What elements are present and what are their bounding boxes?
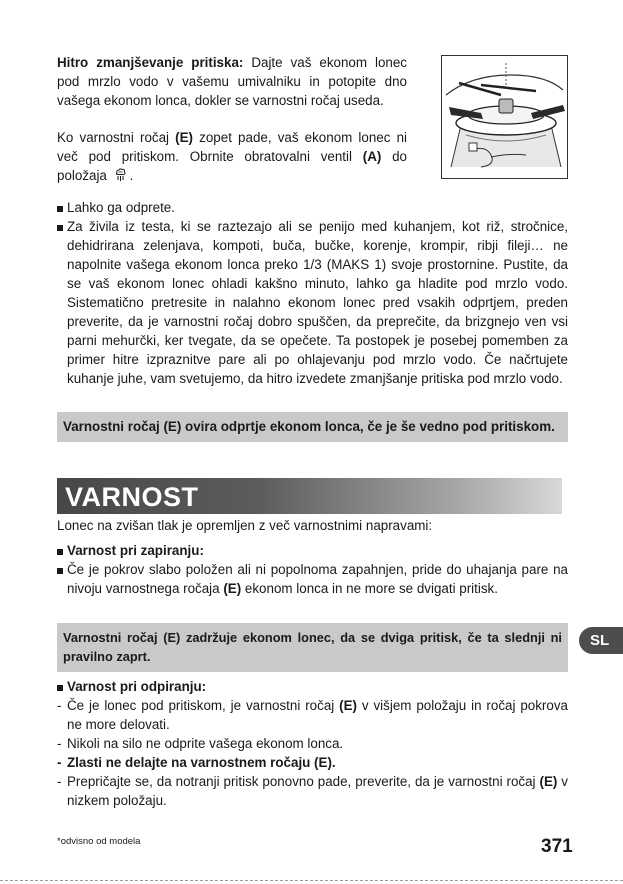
pressure-cooker-under-tap-illustration (441, 55, 568, 179)
closing-safety-title: Varnost pri zapiranju: (67, 543, 204, 558)
list-item (57, 541, 568, 560)
quick-release-title: Hitro zmanjševanje pritiska: (57, 55, 244, 70)
closing-text-a: Če je pokrov slabo položen ali ni popolnoma zapahnjen, pride do uhajanja pare na nivoju varnostnega ročaja (67, 562, 568, 596)
list-item (57, 560, 568, 598)
list-item (57, 772, 568, 810)
list-item: Lahko ga odprete. (57, 198, 568, 217)
list-item: - Nikoli na silo ne odprite vašega ekonom lonca. (57, 734, 568, 753)
language-tab-label: SL (590, 632, 610, 649)
page-number: 371 (541, 836, 573, 857)
closing-safety-list (57, 541, 568, 598)
closing-warning-box: Varnostni ročaj (E) zadržuje ekonom lonec, da se dviga pritisk, če ta slednji ni pravilno zaprt. (57, 623, 568, 672)
valve-text-e: do položaja (57, 149, 407, 183)
opening-safety-title: Varnost pri odpiranju: (67, 679, 207, 694)
quick-release-paragraph (57, 53, 407, 110)
closing-text-c: ekonom lonca in ne more se dvigati pritisk. (241, 581, 498, 596)
valve-text-a: Ko varnostni ročaj (57, 130, 176, 145)
section-heading: VARNOST (65, 482, 199, 512)
intro-section (57, 53, 407, 185)
valve-ref-a: (A) (362, 149, 382, 164)
list-item (57, 696, 568, 734)
valve-paragraph (57, 128, 407, 185)
list-item (57, 677, 568, 696)
safety-lead-text: Lonec na zvišan tlak je opremljen z več varnostnimi napravami: (57, 518, 433, 533)
opening-d4-c: v nizkem položaju. (67, 774, 568, 808)
list-item: - Zlasti ne delajte na varnostnem ročaju (E). (57, 753, 568, 772)
valve-text-f: . (129, 168, 134, 183)
valve-ref-e: (E) (175, 130, 194, 145)
quick-release-text: Dajte vaš ekonom lonec pod mrzlo vodo v vašemu umivalniku in potopite dno vašega ekonom lonca, dokler se varnostni ročaj useda. (57, 55, 407, 108)
opening-d4-ref-e: (E) (539, 774, 558, 789)
opening-d1-ref-e: (E) (339, 698, 357, 713)
opening-d4-a: Prepričajte se, da notranji pritisk ponovno pade, preverite, da je varnostni ročaj (67, 774, 540, 789)
instructions-list (57, 198, 568, 388)
closing-ref-e: (E) (223, 581, 242, 596)
opening-d1-a: Če je lonec pod pritiskom, je varnostni ročaj (67, 698, 340, 713)
list-item: Za živila iz testa, ki se raztezajo ali se penijo med kuhanjem, kot riž, stročnice, dehidrirana zelenjava, kompoti, buča, bučke, korenje, krompir, ribji fileji… ne napolnite vašega ekonom lonca preko 1/3 (MAKS 1) svoje prostornine. Pustite, da se vaš ekonom lonec ohladi kakšno minuto, lahko ga hladite pod mrzlo vodo. Sistematično pretresite in nalahno ekonom lonec pred vsakih odprtjem, preden preverite, da je varnostni ročaj dobro spuščen, da preprečite, da brizgnejo ven vsi parni mehurčki, ker tvegate, da se opečete. Ta postopek je posebej pomemben za primer hitre izpraznitve pare ali po ohlajevanju pod mrzlo vodo. Če načrtujete kuhanje juhe, vam svetujemo, da hitro izvedete zmanjšanje pritiska pod mrzlo vodo. (57, 217, 568, 388)
valve-text-c: zopet pade, vaš ekonom lonec ni več pod pritiskom. Obrnite obratovalni ventil (57, 130, 408, 164)
steam-valve-symbol-icon (113, 167, 128, 182)
opening-safety-list (57, 677, 568, 810)
opening-d1-c: v višjem položaju in ročaj pokrova ne more delovati. (67, 698, 568, 732)
page-bottom-divider (0, 880, 623, 881)
language-tab (579, 627, 623, 654)
section-heading-bar (57, 478, 562, 514)
opening-warning-box: Varnostni ročaj (E) ovira odprtje ekonom lonca, če je še vedno pod pritiskom. (57, 412, 568, 442)
footnote: *odvisno od modela (57, 836, 141, 847)
